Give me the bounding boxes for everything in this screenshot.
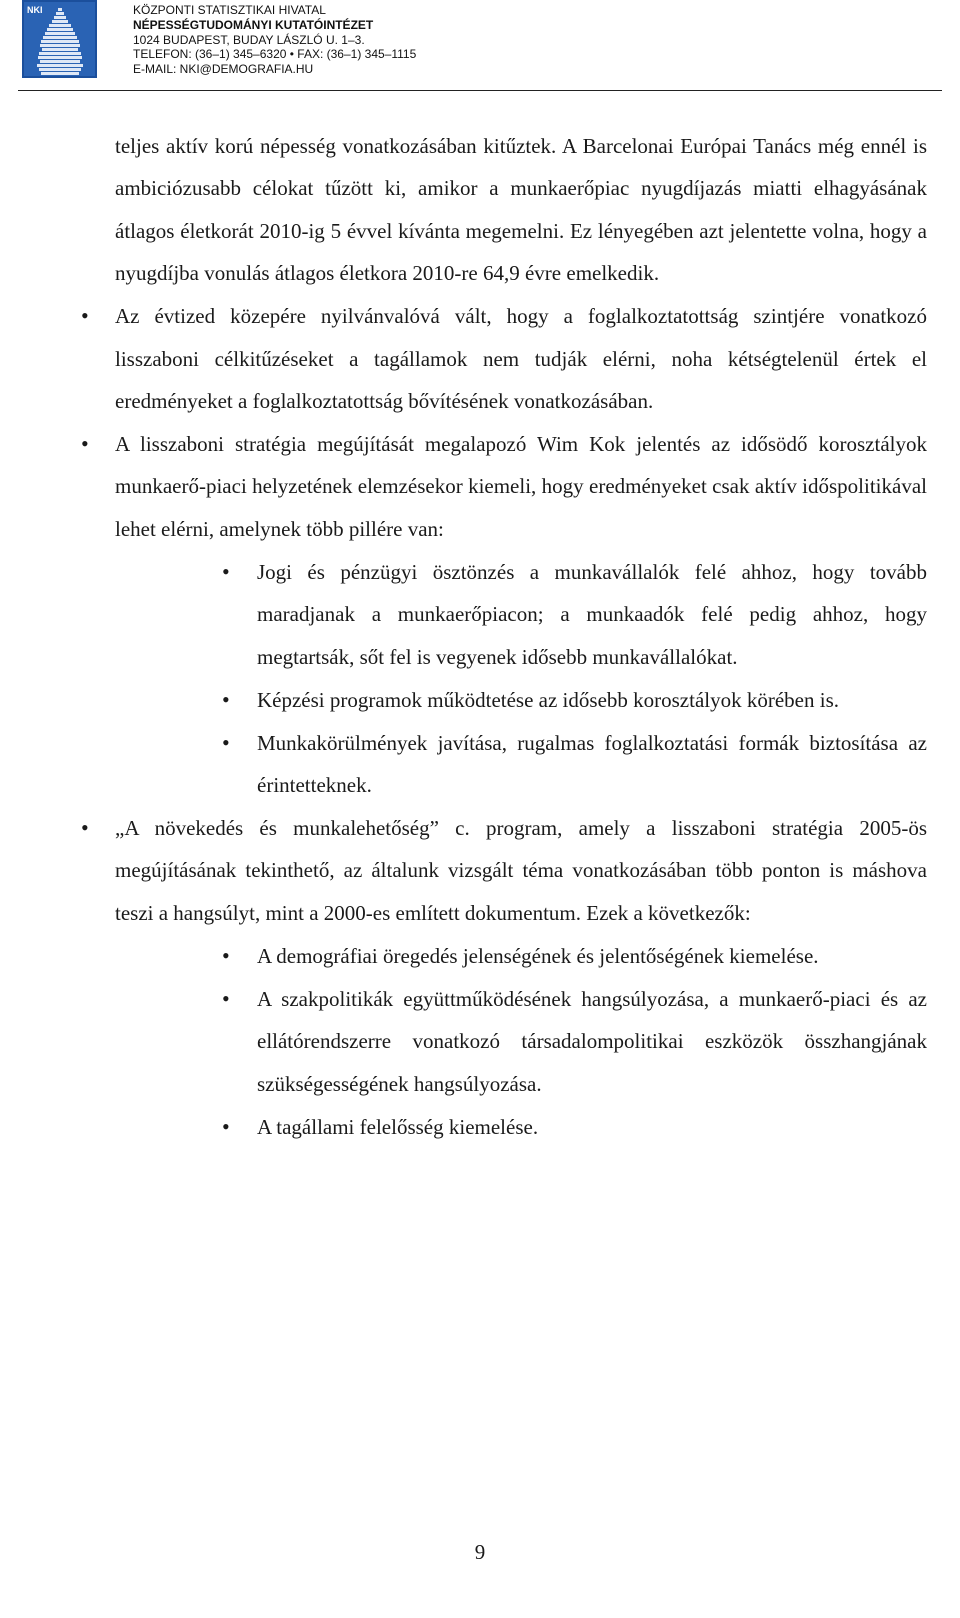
sub-list-item-text: Képzési programok működtetése az idősebb korosztályok körében is. — [257, 687, 840, 712]
sub-list-item — [222, 978, 927, 1105]
bullet-icon: • — [222, 686, 230, 712]
org-address: 1024 BUDAPEST, BUDAY LÁSZLÓ U. 1–3. — [133, 32, 365, 47]
sub-list-item-text: A demográfiai öregedés jelenségének és jelentőségének kiemelése. — [257, 943, 819, 968]
bullet-icon: • — [222, 1113, 230, 1139]
list-item — [81, 423, 927, 550]
list-item-text: Az évtized közepére nyilvánvalóvá vált, hogy a foglalkoztatottság szintjére vonatkozó lisszaboni célkitűzéseket a tagállamok nem tudják elérni, noha kétségtelenül értek el eredményeket a foglalkoztatottság bővítésének vonatkozásában. — [115, 304, 927, 414]
bullet-icon: • — [81, 815, 89, 841]
sub-list-item — [222, 1106, 927, 1148]
sub-list-item-text: Jogi és pénzügyi ösztönzés a munkavállalók felé ahhoz, hogy tovább maradjanak a munkaerőpiacon; a munkaadók felé pedig ahhoz, hogy megtartsák, sőt fel is vegyenek idősebb munkavállalókat. — [257, 559, 927, 669]
org-phone-fax: TELEFON: (36–1) 345–6320 • FAX: (36–1) 345–1115 — [133, 47, 417, 62]
institute-name: NÉPESSÉGTUDOMÁNYI KUTATÓINTÉZET — [133, 17, 374, 32]
logo-text: NKI — [27, 5, 43, 15]
bullet-icon: • — [222, 942, 230, 968]
header-divider — [18, 90, 942, 91]
sub-list-item — [222, 722, 927, 807]
list-item — [81, 807, 927, 934]
sub-list-item-text: A tagállami felelősség kiemelése. — [257, 1114, 539, 1139]
list-item-text: A lisszaboni stratégia megújítását megalapozó Wim Kok jelentés az idősödő korosztályok munkaerő-piaci helyzetének elemzésekor kiemeli, hogy eredményeket csak aktív időspolitikával lehet elérni, amelynek több pillére van: — [115, 432, 927, 541]
page-header — [18, 0, 942, 96]
intro-paragraph: teljes aktív korú népesség vonatkozásában kitűztek. A Barcelonai Európai Tanács még ennél is ambiciózusabb célokat tűzött ki, amikor a munkaerőpiac nyugdíjazás miatti elhagyásának átlagos életkorát 2010-ig 5 évvel kívánta megemelni. Ez lényegében azt jelentette volna, hogy a nyugdíjba vonulás átlagos életkora 2010-re 64,9 évre emelkedik. — [115, 134, 927, 286]
org-email: E-MAIL: NKI@DEMOGRAFIA.HU — [133, 62, 314, 77]
bullet-icon: • — [222, 729, 230, 755]
organization-info — [133, 3, 416, 77]
sub-list-item — [222, 551, 927, 678]
bullet-icon: • — [81, 303, 89, 329]
sub-list-item-text: A szakpolitikák együttműködésének hangsúlyozása, a munkaerő-piaci és az ellátórendszerre vonatkozó társadalompolitikai eszközök összhangjának szükségességének hangsúlyozása. — [257, 986, 927, 1096]
bullet-icon: • — [222, 985, 230, 1011]
sub-list-item-text: Munkakörülmények javítása, rugalmas foglalkoztatási formák biztosítása az érintetteknek. — [257, 730, 927, 798]
bullet-icon: • — [222, 558, 230, 584]
sub-list-item — [222, 935, 927, 977]
bullet-icon: • — [81, 431, 89, 457]
list-item-text: „A növekedés és munkalehetőség” c. program, amely a lisszaboni stratégia 2005-ös megújításának tekinthető, az általunk vizsgált téma vonatkozásában több ponton is máshova teszi a hangsúlyt, mint a 2000-es említett dokumentum. Ezek a következők: — [115, 816, 927, 925]
org-name: KÖZPONTI STATISZTIKAI HIVATAL — [133, 3, 326, 17]
document-body — [81, 125, 927, 1148]
page-number: 9 — [474, 1540, 486, 1564]
list-item — [81, 295, 927, 422]
sub-list-item — [222, 679, 927, 721]
nki-logo — [22, 0, 97, 78]
